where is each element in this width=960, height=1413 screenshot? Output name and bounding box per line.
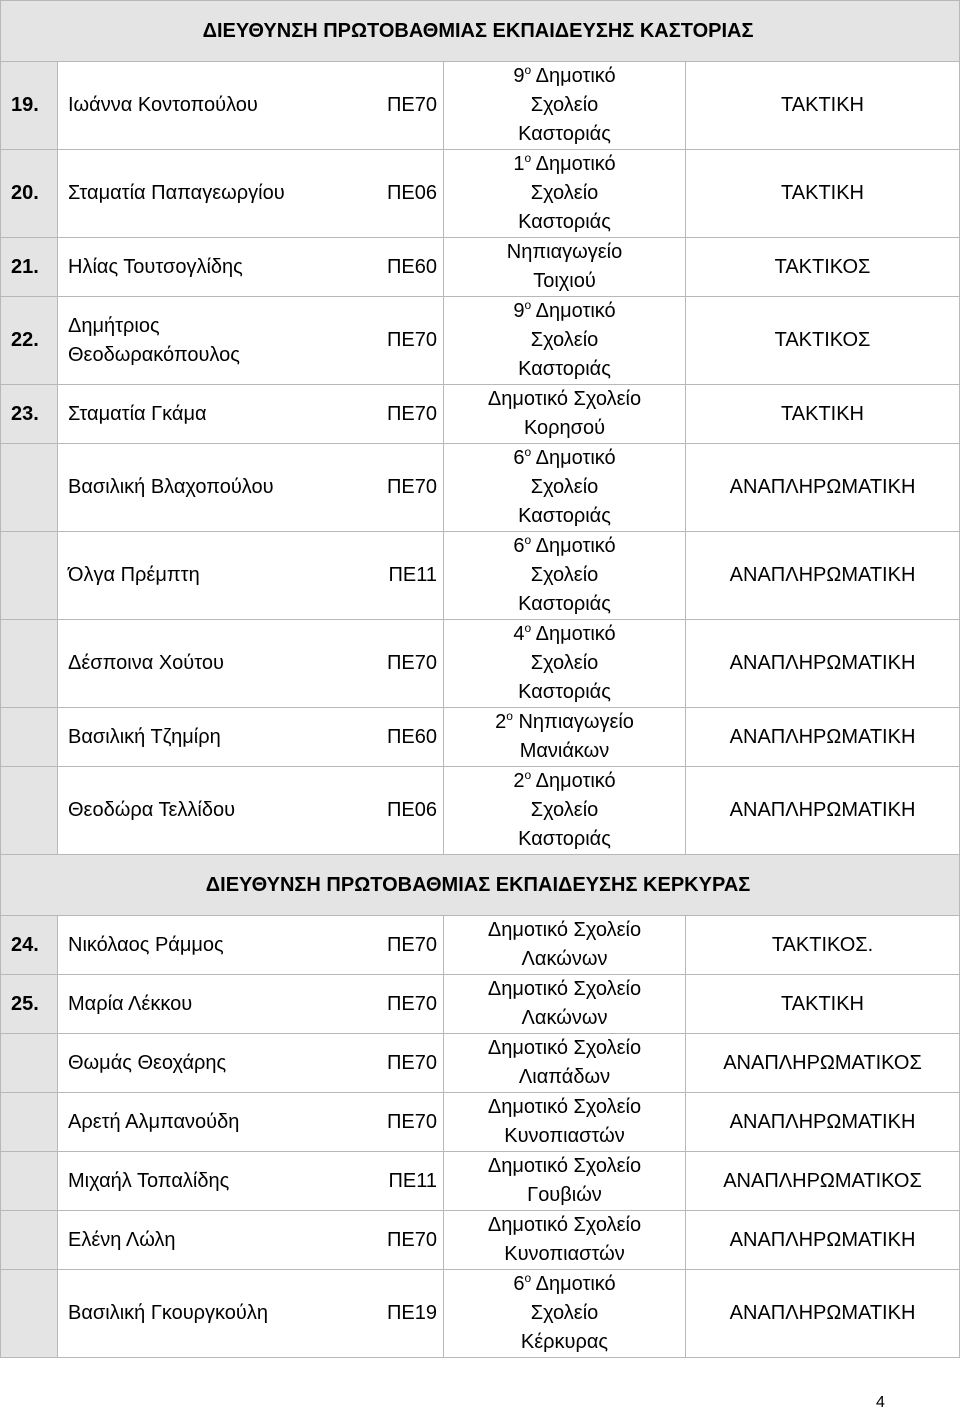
- table-row: [1, 150, 960, 238]
- row-number: [1, 1270, 58, 1358]
- row-number: 20.: [1, 150, 58, 238]
- teacher-name: Ελένη Λώλη: [68, 1228, 176, 1251]
- teacher-name: Θωμάς Θεοχάρης: [68, 1051, 227, 1074]
- teacher-name: Νικόλαος Ράμμος: [68, 933, 224, 956]
- school-ordinal: 6: [513, 535, 525, 557]
- school-cell: [444, 620, 686, 708]
- school-line: [448, 444, 681, 473]
- row-number: [1, 767, 58, 855]
- school-line: [448, 532, 681, 561]
- employment-status: ΤΑΚΤΙΚΟΣ: [686, 297, 960, 385]
- section-title: ΔΙΕΥΘΥΝΣΗ ΠΡΩΤΟΒΑΘΜΙΑΣ ΕΚΠΑΙΔΕΥΣΗΣ ΚΑΣΤΟΡΙΑΣ: [202, 19, 754, 42]
- specialty-code: ΠΕ70: [386, 329, 437, 351]
- school-line-text: Δημοτικό: [535, 770, 616, 792]
- school-line: Σχολείο: [530, 476, 599, 498]
- school-cell: [444, 238, 686, 297]
- school-ordinal-suffix: ο: [524, 533, 532, 547]
- table-row: [1, 1270, 960, 1358]
- school-ordinal: 2: [495, 711, 507, 733]
- table-row: [1, 767, 960, 855]
- teacher-name: Σταματία Παπαγεωργίου: [68, 182, 285, 204]
- name-cell: [58, 1034, 444, 1093]
- teacher-name: Όλγα Πρέμπτη: [68, 564, 200, 586]
- table-row: [1, 297, 960, 385]
- table-row: [1, 62, 960, 150]
- name-cell: [58, 150, 444, 238]
- row-number: [1, 1152, 58, 1211]
- name-cell: [58, 975, 444, 1034]
- school-line: Δημοτικό Σχολείο: [487, 1155, 642, 1177]
- school-line-text: Δημοτικό: [535, 623, 616, 645]
- school-line: Σχολείο: [530, 182, 599, 204]
- section-header-row: [1, 1, 960, 62]
- employment-status: ΑΝΑΠΛΗΡΩΜΑΤΙΚΗ: [686, 444, 960, 532]
- teacher-name: Βασιλική Βλαχοπούλου: [68, 476, 274, 498]
- school-line-text: Δημοτικό: [535, 153, 616, 175]
- table-row: [1, 708, 960, 767]
- name-cell: [58, 620, 444, 708]
- employment-status: ΑΝΑΠΛΗΡΩΜΑΤΙΚΗ: [686, 767, 960, 855]
- school-line: Γουβιών: [527, 1184, 602, 1206]
- school-line: Καστοριάς: [518, 211, 611, 233]
- teacher-name: Δέσποινα Χούτου: [68, 652, 224, 674]
- school-ordinal-suffix: ο: [524, 298, 532, 312]
- employment-status: ΑΝΑΠΛΗΡΩΜΑΤΙΚΗ: [686, 1270, 960, 1358]
- table-row: [1, 1034, 960, 1093]
- specialty-code: ΠΕ70: [386, 992, 437, 1015]
- row-number: [1, 620, 58, 708]
- school-ordinal-suffix: ο: [524, 768, 532, 782]
- teacher-name: Ιωάννα Κοντοπούλου: [68, 94, 258, 116]
- employment-status: ΑΝΑΠΛΗΡΩΜΑΤΙΚΗ: [686, 1093, 960, 1152]
- table-row: [1, 1211, 960, 1270]
- row-number: 21.: [1, 238, 58, 297]
- name-cell: [58, 916, 444, 975]
- school-line: Καστοριάς: [518, 593, 611, 615]
- row-number: [1, 1093, 58, 1152]
- school-ordinal-suffix: ο: [506, 709, 513, 723]
- employment-status: ΑΝΑΠΛΗΡΩΜΑΤΙΚΗ: [686, 1211, 960, 1270]
- school-ordinal: 9: [513, 300, 525, 322]
- school-line: Καστοριάς: [518, 681, 611, 703]
- row-number: 24.: [1, 916, 58, 975]
- section-header: [1, 1, 960, 62]
- name-cell: [58, 62, 444, 150]
- school-line-text: Δημοτικό: [535, 1273, 616, 1295]
- school-ordinal-suffix: ο: [524, 621, 532, 635]
- school-line: Σχολείο: [530, 799, 599, 821]
- school-line: Κυνοπιαστών: [504, 1125, 625, 1147]
- school-line: Καστοριάς: [518, 505, 611, 527]
- name-cell: [58, 385, 444, 444]
- school-line-text: Νηπιαγωγείο: [518, 711, 634, 733]
- table-row: [1, 1152, 960, 1211]
- name-cell: [58, 238, 444, 297]
- school-line: [448, 708, 681, 737]
- school-cell: [444, 916, 686, 975]
- table-row: [1, 385, 960, 444]
- name-cell: [58, 444, 444, 532]
- school-line: Δημοτικό Σχολείο: [487, 1037, 642, 1059]
- school-ordinal: 2: [513, 770, 525, 792]
- specialty-code: ΠΕ70: [386, 402, 437, 425]
- employment-status: ΤΑΚΤΙΚΗ: [686, 385, 960, 444]
- school-line: Κέρκυρας: [520, 1331, 609, 1353]
- teacher-name: Αρετή Αλμπανούδη: [68, 1110, 240, 1133]
- school-line: [448, 620, 681, 649]
- table-row: [1, 975, 960, 1034]
- school-cell: [444, 975, 686, 1034]
- name-cell: [58, 1270, 444, 1358]
- school-cell: [444, 532, 686, 620]
- school-line: Καστοριάς: [518, 123, 611, 145]
- school-ordinal: 1: [513, 153, 525, 175]
- specialty-code: ΠΕ70: [386, 1051, 437, 1074]
- school-cell: [444, 767, 686, 855]
- school-line: Δημοτικό Σχολείο: [487, 1096, 642, 1118]
- school-line: Σχολείο: [530, 1302, 599, 1324]
- row-number: [1, 1034, 58, 1093]
- teacher-name: Ηλίας Τουτσογλίδης: [68, 255, 243, 278]
- teacher-name-line: Δημήτριος: [68, 314, 160, 337]
- school-line: Σχολείο: [530, 652, 599, 674]
- school-line: [448, 767, 681, 796]
- name-cell: [58, 297, 444, 385]
- table-row: [1, 238, 960, 297]
- school-line: Καστοριάς: [518, 358, 611, 380]
- specialty-code: ΠΕ70: [386, 94, 437, 116]
- school-line: Μανιάκων: [519, 740, 610, 762]
- school-ordinal: 9: [513, 65, 525, 87]
- name-cell: [58, 708, 444, 767]
- row-number: 23.: [1, 385, 58, 444]
- school-line: Δημοτικό Σχολείο: [487, 388, 642, 410]
- specialty-code: ΠΕ70: [386, 1228, 437, 1251]
- employment-status: ΤΑΚΤΙΚΟΣ: [686, 238, 960, 297]
- school-cell: [444, 385, 686, 444]
- teacher-name: Βασιλική Γκουργκούλη: [68, 1302, 268, 1324]
- school-line: Δημοτικό Σχολείο: [487, 978, 642, 1000]
- school-line: Καστοριάς: [518, 828, 611, 850]
- school-ordinal-suffix: ο: [524, 1271, 532, 1285]
- row-number: [1, 532, 58, 620]
- school-cell: [444, 1152, 686, 1211]
- school-line: Τοιχιού: [533, 270, 596, 292]
- school-ordinal-suffix: ο: [524, 63, 532, 77]
- employment-status: ΑΝΑΠΛΗΡΩΜΑΤΙΚΗ: [686, 532, 960, 620]
- employment-status: ΑΝΑΠΛΗΡΩΜΑΤΙΚΟΣ: [686, 1034, 960, 1093]
- school-line-text: Δημοτικό: [535, 447, 616, 469]
- row-number: [1, 1211, 58, 1270]
- school-line: Λιαπάδων: [518, 1066, 611, 1088]
- school-cell: [444, 297, 686, 385]
- school-line: Κορησού: [523, 417, 606, 439]
- school-line: Δημοτικό Σχολείο: [487, 1214, 642, 1236]
- school-cell: [444, 1034, 686, 1093]
- teacher-name: Μιχαήλ Τοπαλίδης: [68, 1169, 230, 1192]
- specialty-code: ΠΕ60: [386, 725, 437, 748]
- school-line: [448, 150, 681, 179]
- page-number: 4: [876, 1394, 885, 1411]
- specialty-code: ΠΕ70: [386, 476, 437, 498]
- teacher-name: Μαρία Λέκκου: [68, 992, 193, 1015]
- employment-status: ΤΑΚΤΙΚΗ: [686, 62, 960, 150]
- school-cell: [444, 150, 686, 238]
- employment-status: ΑΝΑΠΛΗΡΩΜΑΤΙΚΗ: [686, 620, 960, 708]
- school-line: Δημοτικό Σχολείο: [487, 919, 642, 941]
- table-row: [1, 532, 960, 620]
- school-line: Σχολείο: [530, 564, 599, 586]
- school-line: Σχολείο: [530, 329, 599, 351]
- employment-status: ΤΑΚΤΙΚΟΣ.: [686, 916, 960, 975]
- specialty-code: ΠΕ11: [388, 1169, 437, 1192]
- teacher-name: [58, 312, 240, 370]
- name-cell: [58, 767, 444, 855]
- school-ordinal: 4: [513, 623, 525, 645]
- specialty-code: ΠΕ11: [388, 564, 437, 586]
- row-number: 19.: [1, 62, 58, 150]
- employment-status: ΤΑΚΤΙΚΗ: [686, 150, 960, 238]
- row-number: 22.: [1, 297, 58, 385]
- row-number: [1, 708, 58, 767]
- specialty-code: ΠΕ06: [386, 799, 437, 821]
- section-header-row: [1, 855, 960, 916]
- name-cell: [58, 532, 444, 620]
- row-number: [1, 444, 58, 532]
- teacher-name: Σταματία Γκάμα: [68, 402, 207, 425]
- school-cell: [444, 62, 686, 150]
- specialty-code: ΠΕ19: [386, 1302, 437, 1324]
- name-cell: [58, 1093, 444, 1152]
- teacher-name: Βασιλική Τζημίρη: [68, 725, 221, 748]
- specialty-code: ΠΕ70: [386, 652, 437, 674]
- specialty-code: ΠΕ70: [386, 1110, 437, 1133]
- school-ordinal-suffix: ο: [524, 445, 532, 459]
- employment-status: ΑΝΑΠΛΗΡΩΜΑΤΙΚΗ: [686, 708, 960, 767]
- school-line: Λακώνων: [521, 1007, 608, 1029]
- teacher-name: Θεοδώρα Τελλίδου: [68, 799, 236, 821]
- school-cell: [444, 1270, 686, 1358]
- school-line-text: Δημοτικό: [535, 535, 616, 557]
- school-line-text: Δημοτικό: [535, 65, 616, 87]
- school-line: [448, 297, 681, 326]
- name-cell: [58, 1152, 444, 1211]
- school-line: Κυνοπιαστών: [504, 1243, 625, 1265]
- school-line: Νηπιαγωγείο: [506, 241, 623, 263]
- section-header: [1, 855, 960, 916]
- school-ordinal: 6: [513, 1273, 525, 1295]
- table-row: [1, 916, 960, 975]
- employment-status: ΑΝΑΠΛΗΡΩΜΑΤΙΚΟΣ: [686, 1152, 960, 1211]
- school-cell: [444, 1093, 686, 1152]
- teacher-name-line: Θεοδωρακόπουλος: [68, 343, 240, 366]
- school-ordinal-suffix: ο: [524, 151, 532, 165]
- school-line: Σχολείο: [530, 94, 599, 116]
- specialty-code: ΠΕ70: [386, 933, 437, 956]
- name-cell: [58, 1211, 444, 1270]
- specialty-code: ΠΕ06: [386, 182, 437, 204]
- table-row: [1, 1093, 960, 1152]
- school-cell: [444, 1211, 686, 1270]
- table-row: [1, 444, 960, 532]
- employment-status: ΤΑΚΤΙΚΗ: [686, 975, 960, 1034]
- school-line: [448, 62, 681, 91]
- row-number: 25.: [1, 975, 58, 1034]
- table-row: [1, 620, 960, 708]
- school-ordinal: 6: [513, 447, 525, 469]
- school-line: [448, 1270, 681, 1299]
- school-cell: [444, 444, 686, 532]
- section-title: ΔΙΕΥΘΥΝΣΗ ΠΡΩΤΟΒΑΘΜΙΑΣ ΕΚΠΑΙΔΕΥΣΗΣ ΚΕΡΚΥΡΑΣ: [205, 873, 751, 896]
- school-line: Λακώνων: [521, 948, 608, 970]
- specialty-code: ΠΕ60: [386, 255, 437, 278]
- school-line-text: Δημοτικό: [535, 300, 616, 322]
- school-cell: [444, 708, 686, 767]
